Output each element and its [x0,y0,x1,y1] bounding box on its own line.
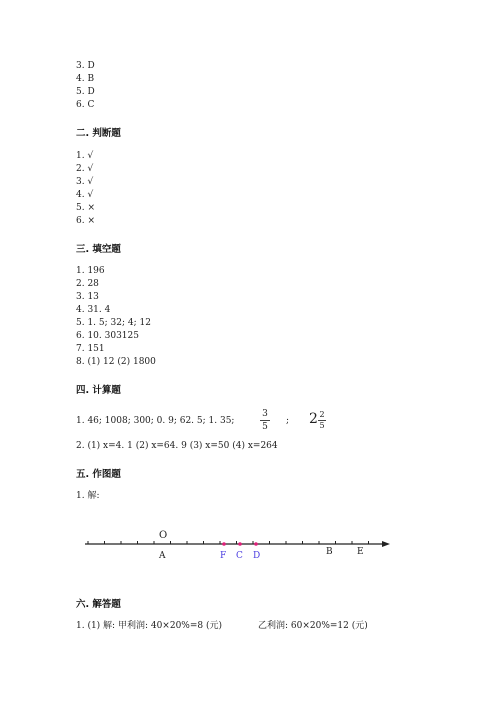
fraction [260,409,270,432]
answer-line: 7. 151 [76,344,105,354]
answer-line: 5. 1. 5; 32; 4; 12 [76,318,151,328]
answer-line: 6. 10. 303125 [76,331,139,341]
label-C: C [236,551,243,561]
answer-line: 2. 28 [76,279,99,289]
answer-line: 1. 196 [76,266,105,276]
point-D [254,542,258,546]
label-D: D [253,551,261,561]
label-F: F [220,551,227,561]
label-A: A [159,551,166,561]
label-B: B [326,547,333,557]
mixed-whole: 2 [309,411,318,427]
answer-line: 5. × [76,203,95,213]
answer-line: 6. × [76,216,95,226]
answer-line: 1. (1) 解: 甲利润: 40×20%=8 (元) [76,621,222,631]
section-heading: 二. 判断题 [76,128,121,139]
mixed-denominator: 5 [319,421,325,430]
mixed-numerator: 2 [319,410,325,419]
answer-line: 4. B [76,74,95,84]
mixed-number [309,411,329,433]
point-C [238,542,242,546]
answer-line: 3. D [76,61,95,71]
fraction-numerator: 3 [262,409,268,419]
label-O: O [159,530,168,541]
answer-line: 1. 46; 1008; 300; 0. 9; 62. 5; 1. 35; [76,416,235,426]
arrow-icon [382,541,390,547]
number-line-diagram [0,520,500,580]
answer-line: 1. 解: [76,491,100,501]
answer-line: 3. √ [76,177,94,187]
section-heading: 四. 计算题 [76,385,121,396]
separator: ; [286,416,290,426]
point-F [222,542,226,546]
answer-line: 乙利润: 60×20%=12 (元) [258,621,368,631]
section-heading: 六. 解答题 [76,599,121,610]
answer-line: 4. 31. 4 [76,305,111,315]
answer-line: 3. 13 [76,292,99,302]
answer-line: 5. D [76,87,95,97]
label-E: E [357,547,364,557]
answer-line: 1. √ [76,151,94,161]
fraction-bar [260,420,270,421]
section-heading: 三. 填空题 [76,244,121,255]
answer-line: 6. C [76,100,95,110]
answer-line: 2. √ [76,164,94,174]
section-heading: 五. 作图题 [76,469,121,480]
answer-line: 4. √ [76,190,94,200]
answer-line: 2. (1) x=4. 1 (2) x=64. 9 (3) x=50 (4) x=264 [76,441,278,451]
answer-line: 8. (1) 12 (2) 1800 [76,357,156,367]
fraction-denominator: 5 [262,422,268,432]
